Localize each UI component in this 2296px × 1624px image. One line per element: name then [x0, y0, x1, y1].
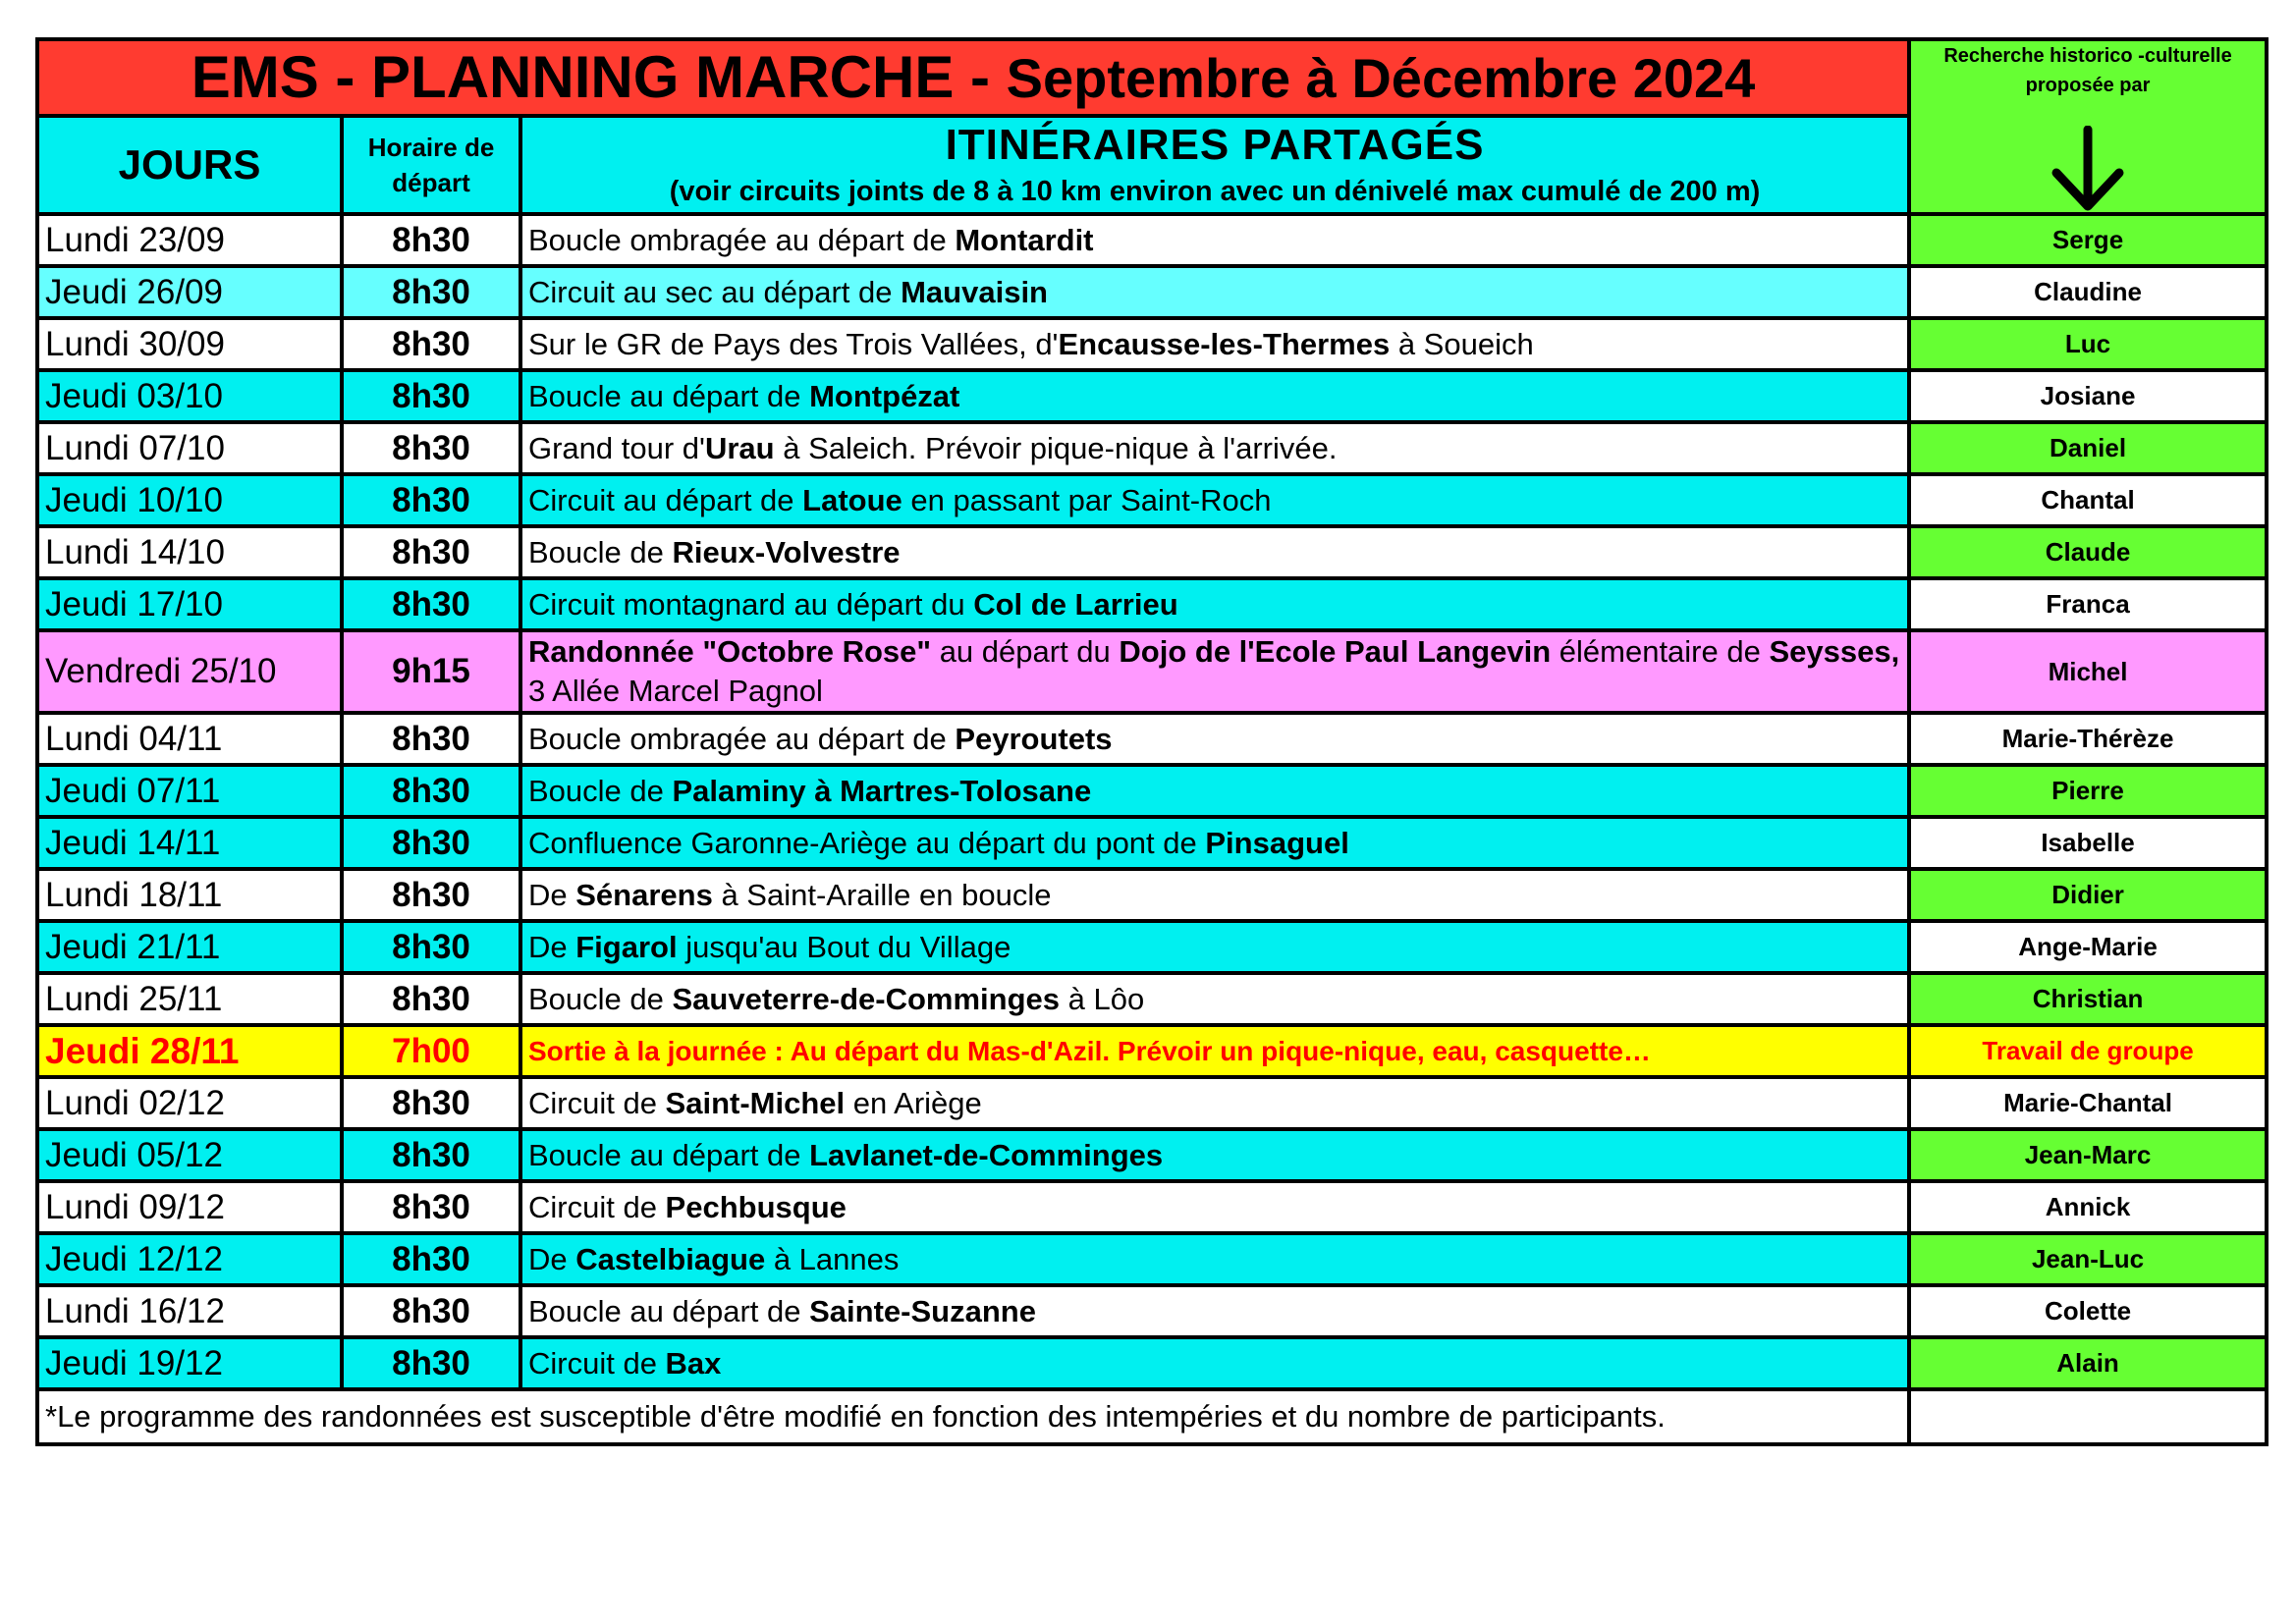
row-day: Lundi 23/09	[37, 214, 342, 266]
itinerary-text: Boucle au départ de	[528, 1137, 810, 1172]
table-row	[37, 630, 2267, 713]
table-row	[37, 1077, 2267, 1129]
table-row	[37, 474, 2267, 526]
itinerary-text: jusqu'au Bout du Village	[677, 929, 1011, 964]
itinerary-place: Figarol	[575, 929, 678, 964]
row-time: 8h30	[342, 1077, 520, 1129]
row-guide: Jean-Luc	[1909, 1233, 2267, 1285]
row-guide: Michel	[1909, 630, 2267, 713]
itinerary-text: Circuit de	[528, 1189, 666, 1224]
itinerary-place: Montpézat	[809, 378, 960, 413]
itinerary-text: 3 Allée Marcel Pagnol	[528, 674, 823, 708]
row-time: 8h30	[342, 1233, 520, 1285]
table-row	[37, 1129, 2267, 1181]
recherche-header	[1909, 39, 2267, 214]
table-row	[37, 578, 2267, 630]
itinerary-text: en Ariège	[845, 1085, 982, 1120]
itinerary-place: Randonnée "Octobre Rose"	[528, 634, 932, 669]
itinerary-text: à Lôo	[1060, 981, 1145, 1016]
row-day: Jeudi 17/10	[37, 578, 342, 630]
row-guide: Claude	[1909, 526, 2267, 578]
row-day: Jeudi 03/10	[37, 370, 342, 422]
itinerary-text: Boucle ombragée au départ de	[528, 721, 956, 756]
footer-empty-cell	[1909, 1389, 2267, 1444]
row-time: 7h00	[342, 1025, 520, 1077]
row-itinerary	[520, 474, 1909, 526]
title-main: EMS - PLANNING MARCHE -	[191, 43, 1007, 110]
row-time: 8h30	[342, 973, 520, 1025]
itinerary-text: Confluence Garonne-Ariège au départ du pont de	[528, 825, 1206, 860]
row-guide: Josiane	[1909, 370, 2267, 422]
row-itinerary	[520, 1233, 1909, 1285]
row-guide: Daniel	[1909, 422, 2267, 474]
row-time: 8h30	[342, 474, 520, 526]
row-itinerary	[520, 526, 1909, 578]
row-time: 8h30	[342, 370, 520, 422]
table-row	[37, 765, 2267, 817]
itinerary-text: Circuit au départ de	[528, 482, 803, 517]
row-itinerary	[520, 1077, 1909, 1129]
itinerary-text: Boucle de	[528, 981, 673, 1016]
page-title	[37, 39, 1909, 116]
col-header-itineraires	[520, 116, 1909, 214]
planning-sheet	[35, 37, 2269, 1446]
row-guide: Isabelle	[1909, 817, 2267, 869]
itinerary-text: Boucle au départ de	[528, 378, 810, 413]
itinerary-text: à Lannes	[765, 1241, 900, 1276]
table-row	[37, 921, 2267, 973]
row-guide: Marie-Chantal	[1909, 1077, 2267, 1129]
itinerary-place: Seysses,	[1769, 634, 1900, 669]
col-header-jours: JOURS	[37, 116, 342, 214]
row-time: 8h30	[342, 869, 520, 921]
title-period: Septembre à Décembre 2024	[1006, 46, 1756, 109]
itinerary-place: Urau	[704, 430, 775, 465]
itinerary-text: Circuit de	[528, 1085, 666, 1120]
row-guide: Franca	[1909, 578, 2267, 630]
itinerary-place: Sauveterre-de-Comminges	[672, 981, 1061, 1016]
itineraires-subtitle: (voir circuits joints de 8 à 10 km environ avec un dénivelé max cumulé de 200 m)	[669, 176, 1761, 208]
row-itinerary	[520, 422, 1909, 474]
row-guide: Marie-Thérèze	[1909, 713, 2267, 765]
itinerary-text: Circuit montagnard au départ du	[528, 586, 974, 622]
itinerary-text: De	[528, 1241, 576, 1276]
row-guide: Travail de groupe	[1909, 1025, 2267, 1077]
row-time: 8h30	[342, 765, 520, 817]
table-row	[37, 817, 2267, 869]
row-time: 9h15	[342, 630, 520, 713]
itinerary-text: au départ du	[931, 634, 1120, 669]
itinerary-place: Sénarens	[575, 877, 713, 912]
row-time: 8h30	[342, 318, 520, 370]
itinerary-place: Sainte-Suzanne	[809, 1293, 1036, 1328]
row-day: Lundi 14/10	[37, 526, 342, 578]
table-row	[37, 526, 2267, 578]
table-row	[37, 1233, 2267, 1285]
row-itinerary	[520, 318, 1909, 370]
row-itinerary	[520, 1285, 1909, 1337]
table-row	[37, 1181, 2267, 1233]
row-time: 8h30	[342, 1285, 520, 1337]
row-guide: Luc	[1909, 318, 2267, 370]
row-time: 8h30	[342, 422, 520, 474]
itinerary-text: De	[528, 877, 576, 912]
row-day: Lundi 07/10	[37, 422, 342, 474]
row-day: Jeudi 05/12	[37, 1129, 342, 1181]
row-time: 8h30	[342, 578, 520, 630]
row-day: Jeudi 28/11	[37, 1025, 342, 1077]
itinerary-place: Peyroutets	[955, 721, 1113, 756]
table-row	[37, 1285, 2267, 1337]
row-itinerary	[520, 1025, 1909, 1077]
itinerary-text: élémentaire de	[1551, 634, 1770, 669]
row-day: Lundi 18/11	[37, 869, 342, 921]
table-row	[37, 370, 2267, 422]
row-time: 8h30	[342, 266, 520, 318]
row-itinerary	[520, 1337, 1909, 1389]
table-row	[37, 713, 2267, 765]
row-day: Jeudi 07/11	[37, 765, 342, 817]
row-time: 8h30	[342, 1129, 520, 1181]
itinerary-place: Rieux-Volvestre	[672, 534, 901, 569]
row-itinerary	[520, 266, 1909, 318]
row-day: Jeudi 12/12	[37, 1233, 342, 1285]
row-itinerary	[520, 817, 1909, 869]
itinerary-text: Grand tour d'	[528, 430, 705, 465]
itinerary-place: Pinsaguel	[1205, 825, 1349, 860]
itinerary-text: à Saleich. Prévoir pique-nique à l'arrivée.	[774, 430, 1338, 465]
itinerary-text: à Saint-Araille en boucle	[712, 877, 1052, 912]
row-day: Lundi 16/12	[37, 1285, 342, 1337]
row-time: 8h30	[342, 713, 520, 765]
row-guide: Serge	[1909, 214, 2267, 266]
itinerary-place: Pechbusque	[665, 1189, 847, 1224]
row-day: Lundi 02/12	[37, 1077, 342, 1129]
row-itinerary	[520, 630, 1909, 713]
itinerary-place: Montardit	[955, 222, 1094, 257]
row-itinerary	[520, 578, 1909, 630]
itinerary-text: Boucle de	[528, 773, 673, 808]
row-time: 8h30	[342, 1337, 520, 1389]
itinerary-text: Boucle ombragée au départ de	[528, 222, 956, 257]
row-day: Jeudi 14/11	[37, 817, 342, 869]
row-day: Jeudi 19/12	[37, 1337, 342, 1389]
table-row	[37, 318, 2267, 370]
recherche-label: Recherche historico -culturelle proposée par	[1943, 45, 2232, 96]
itinerary-place: Castelbiague	[575, 1241, 766, 1276]
row-guide: Colette	[1909, 1285, 2267, 1337]
table-row	[37, 973, 2267, 1025]
table-row	[37, 214, 2267, 266]
row-guide: Annick	[1909, 1181, 2267, 1233]
row-day: Lundi 25/11	[37, 973, 342, 1025]
row-time: 8h30	[342, 526, 520, 578]
itinerary-place: Palaminy à Martres-Tolosane	[672, 773, 1092, 808]
row-guide: Didier	[1909, 869, 2267, 921]
itinerary-text: Boucle de	[528, 534, 673, 569]
row-guide: Alain	[1909, 1337, 2267, 1389]
row-day: Vendredi 25/10	[37, 630, 342, 713]
table-row	[37, 266, 2267, 318]
itinerary-text: De	[528, 929, 576, 964]
table-row	[37, 1337, 2267, 1389]
row-day: Lundi 04/11	[37, 713, 342, 765]
row-day: Jeudi 10/10	[37, 474, 342, 526]
row-itinerary	[520, 214, 1909, 266]
itinerary-place: Encausse-les-Thermes	[1058, 326, 1391, 361]
row-time: 8h30	[342, 817, 520, 869]
footer-note: *Le programme des randonnées est susceptible d'être modifié en fonction des intempéries et du nombre de participants.	[37, 1389, 1909, 1444]
row-day: Jeudi 21/11	[37, 921, 342, 973]
row-day: Lundi 30/09	[37, 318, 342, 370]
row-guide: Chantal	[1909, 474, 2267, 526]
itinerary-place: Bax	[665, 1345, 722, 1380]
row-itinerary	[520, 973, 1909, 1025]
table-row	[37, 422, 2267, 474]
table-row	[37, 869, 2267, 921]
row-day: Lundi 09/12	[37, 1181, 342, 1233]
row-itinerary	[520, 1129, 1909, 1181]
row-itinerary	[520, 921, 1909, 973]
table-row	[37, 1025, 2267, 1077]
planning-table	[35, 37, 2269, 1446]
itinerary-text: Sur le GR de Pays des Trois Vallées, d'	[528, 326, 1059, 361]
arrow-down-icon	[2050, 126, 2125, 212]
itinerary-text: à Soueich	[1390, 326, 1534, 361]
itinerary-text: Boucle au départ de	[528, 1293, 810, 1328]
row-itinerary	[520, 765, 1909, 817]
itinerary-text: Sortie à la journée : Au départ du Mas-d'Azil. Prévoir un pique-nique, eau, casquette…	[528, 1035, 1651, 1066]
row-guide: Jean-Marc	[1909, 1129, 2267, 1181]
row-time: 8h30	[342, 214, 520, 266]
itinerary-text: Circuit au sec au départ de	[528, 274, 902, 309]
itinerary-text: Circuit de	[528, 1345, 666, 1380]
row-guide: Pierre	[1909, 765, 2267, 817]
itinerary-text: en passant par Saint-Roch	[902, 482, 1272, 517]
itinerary-place: Mauvaisin	[901, 274, 1048, 309]
row-time: 8h30	[342, 921, 520, 973]
col-header-horaire: Horaire de départ	[342, 116, 520, 214]
itinerary-place: Latoue	[802, 482, 902, 517]
row-itinerary	[520, 1181, 1909, 1233]
itinerary-place: Col de Larrieu	[973, 586, 1178, 622]
row-guide: Claudine	[1909, 266, 2267, 318]
row-day: Jeudi 26/09	[37, 266, 342, 318]
itineraires-title: ITINÉRAIRES PARTAGÉS	[945, 121, 1485, 170]
row-time: 8h30	[342, 1181, 520, 1233]
itinerary-place: Dojo de l'Ecole Paul Langevin	[1119, 634, 1552, 669]
row-guide: Christian	[1909, 973, 2267, 1025]
itinerary-place: Lavlanet-de-Comminges	[809, 1137, 1164, 1172]
row-itinerary	[520, 370, 1909, 422]
row-itinerary	[520, 869, 1909, 921]
itinerary-place: Saint-Michel	[665, 1085, 846, 1120]
row-guide: Ange-Marie	[1909, 921, 2267, 973]
row-itinerary	[520, 713, 1909, 765]
